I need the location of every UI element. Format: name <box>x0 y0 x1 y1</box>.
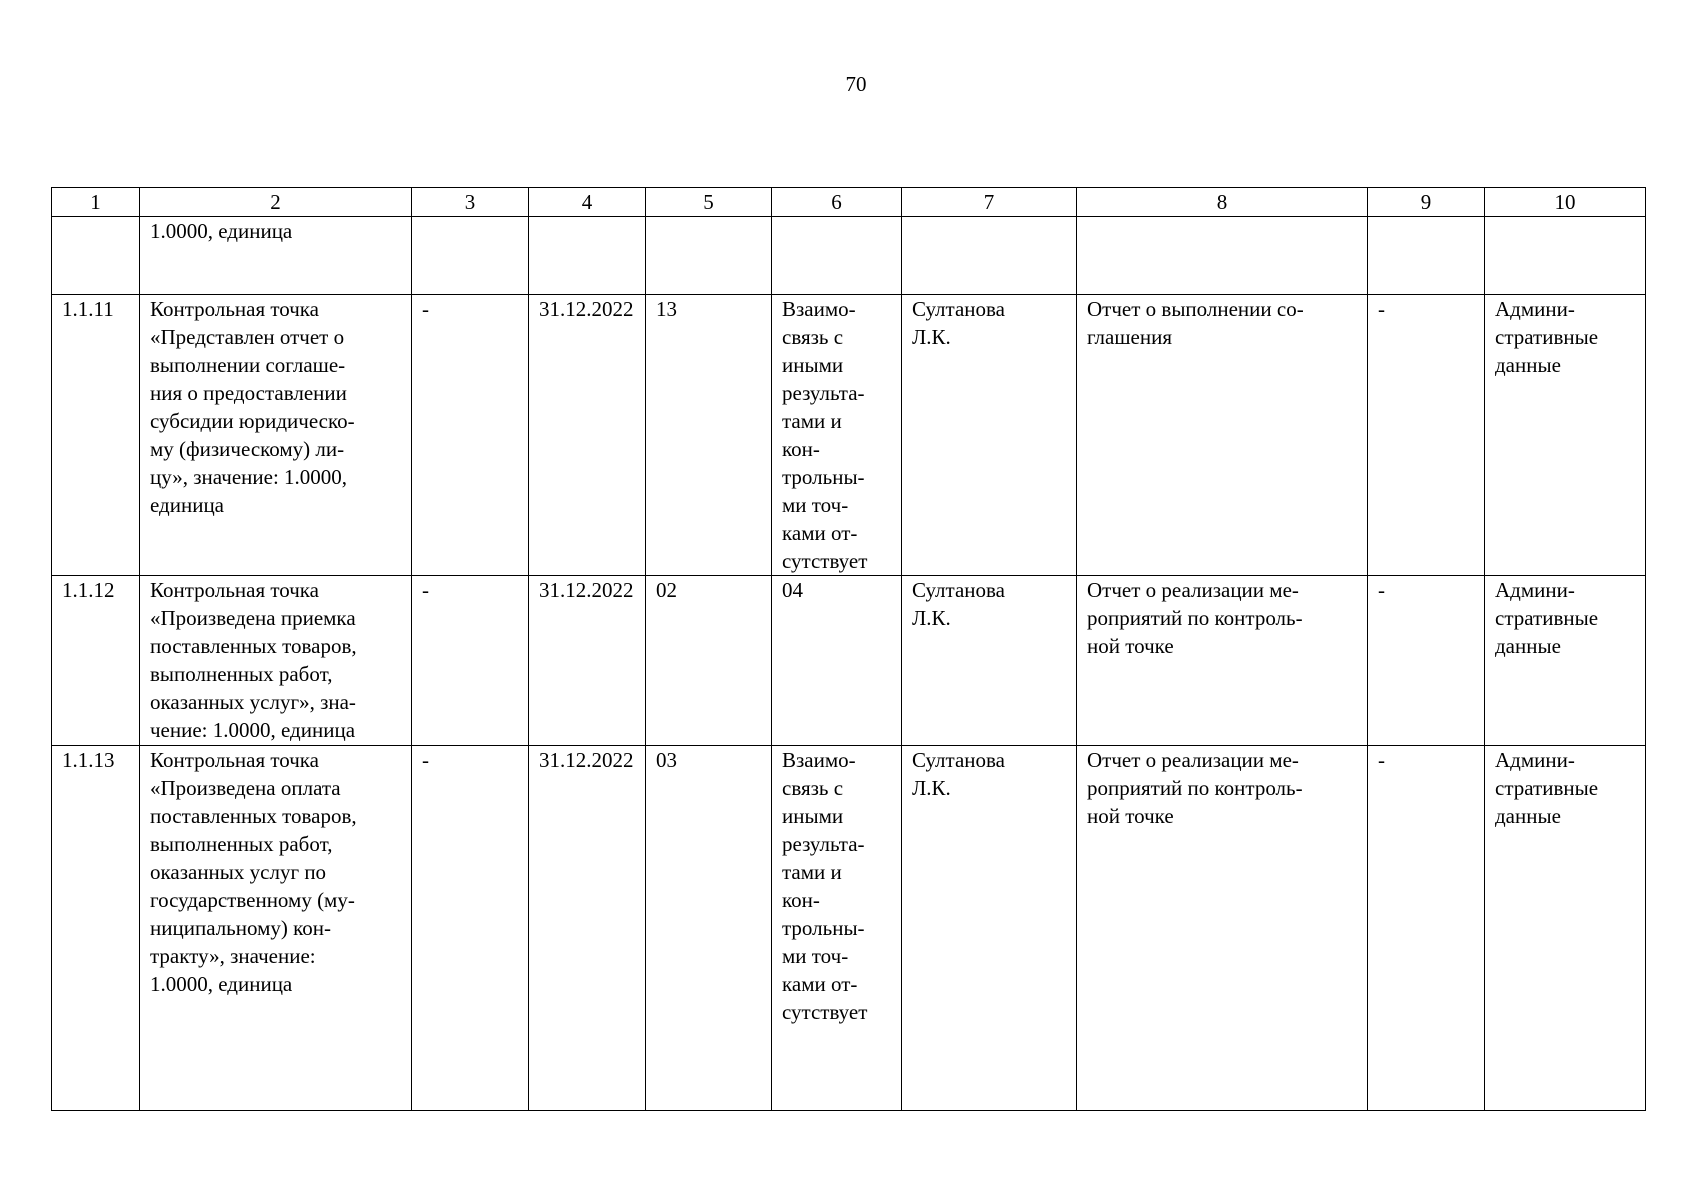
row-number-cell <box>52 217 140 295</box>
cell-text-line: данные <box>1495 353 1561 377</box>
cell-text-line: субсидии юридическо- <box>150 409 355 433</box>
cell-text-line: роприятий по контроль- <box>1087 776 1303 800</box>
cell-text-line: Отчет о реализации ме- <box>1087 748 1299 772</box>
relation-cell <box>772 217 902 295</box>
cell-text-line: Взаимо- <box>782 748 856 772</box>
column-header: 3 <box>412 188 529 217</box>
cell-text-line: Админи- <box>1495 297 1575 321</box>
source-cell <box>1485 576 1646 746</box>
description-cell <box>140 746 412 1111</box>
cell-text-line: поставленных товаров, <box>150 804 357 828</box>
source-cell <box>1485 217 1646 295</box>
cell-text-line: сутствует <box>782 549 868 573</box>
cell-text-line: «Произведена приемка <box>150 606 356 630</box>
cell-text-line: связь с <box>782 325 844 349</box>
cell-text-line: ками от- <box>782 972 858 996</box>
source-cell <box>1485 295 1646 576</box>
table-row <box>52 295 1646 576</box>
cell-text-line: Л.К. <box>912 606 951 630</box>
col3-cell: - <box>412 576 529 746</box>
table-row <box>52 576 1646 746</box>
source-cell <box>1485 746 1646 1111</box>
cell-text-line: стративные <box>1495 776 1599 800</box>
column-header: 2 <box>140 188 412 217</box>
row-number-cell: 1.1.13 <box>52 746 140 1111</box>
cell-text-line: ками от- <box>782 521 858 545</box>
cell-text-line: иными <box>782 353 844 377</box>
cell-text-line: глашения <box>1087 325 1172 349</box>
col9-cell <box>1368 217 1485 295</box>
responsible-cell <box>902 295 1077 576</box>
cell-text-line: тракту», значение: <box>150 944 316 968</box>
cell-text-line: тами и <box>782 409 842 433</box>
page-number: 70 <box>845 72 867 96</box>
column-header: 5 <box>646 188 772 217</box>
cell-text-line: 04 <box>782 578 803 602</box>
table-row <box>52 746 1646 1111</box>
cell-text-line: кон- <box>782 888 820 912</box>
column-header: 7 <box>902 188 1077 217</box>
row-number-cell: 1.1.11 <box>52 295 140 576</box>
row-number-cell: 1.1.12 <box>52 576 140 746</box>
date-cell: 31.12.2022 <box>529 576 646 746</box>
cell-text-line: Султанова <box>912 297 1005 321</box>
cell-text-line: ния о предоставлении <box>150 381 347 405</box>
col3-cell <box>412 217 529 295</box>
cell-text-line: Контрольная точка <box>150 748 320 772</box>
column-header: 1 <box>52 188 140 217</box>
cell-text-line: кон- <box>782 437 820 461</box>
cell-text-line: тами и <box>782 860 842 884</box>
cell-text-line: иными <box>782 804 844 828</box>
cell-text-line: Взаимо- <box>782 297 856 321</box>
cell-text-line: связь с <box>782 776 844 800</box>
cell-text-line: чение: 1.0000, единица <box>150 718 356 742</box>
cell-text-line: цу», значение: 1.0000, <box>150 465 348 489</box>
column-header: 4 <box>529 188 646 217</box>
col9-cell: - <box>1368 295 1485 576</box>
cell-text-line: оказанных услуг по <box>150 860 327 884</box>
responsible-cell <box>902 217 1077 295</box>
cell-text-line: Л.К. <box>912 325 951 349</box>
cell-text-line: 1.0000, единица <box>150 219 293 243</box>
code-cell <box>646 217 772 295</box>
document-cell <box>1077 217 1368 295</box>
cell-text-line: Админи- <box>1495 748 1575 772</box>
cell-text-line: ной точке <box>1087 634 1174 658</box>
code-cell: 02 <box>646 576 772 746</box>
col9-cell: - <box>1368 576 1485 746</box>
date-cell: 31.12.2022 <box>529 746 646 1111</box>
code-cell: 13 <box>646 295 772 576</box>
cell-text-line: ми точ- <box>782 493 849 517</box>
document-cell <box>1077 295 1368 576</box>
cell-text-line: выполненных работ, <box>150 832 333 856</box>
column-header: 6 <box>772 188 902 217</box>
cell-text-line: оказанных услуг», зна- <box>150 690 356 714</box>
cell-text-line: поставленных товаров, <box>150 634 357 658</box>
description-cell <box>140 576 412 746</box>
cell-text-line: ми точ- <box>782 944 849 968</box>
cell-text-line: данные <box>1495 804 1561 828</box>
cell-text-line: сутствует <box>782 1000 868 1024</box>
column-header: 10 <box>1485 188 1646 217</box>
column-header: 9 <box>1368 188 1485 217</box>
col9-cell: - <box>1368 746 1485 1111</box>
col3-cell: - <box>412 295 529 576</box>
cell-text-line: ной точке <box>1087 804 1174 828</box>
code-cell: 03 <box>646 746 772 1111</box>
column-header: 8 <box>1077 188 1368 217</box>
cell-text-line: государственному (му- <box>150 888 355 912</box>
table-row <box>52 217 1646 295</box>
cell-text-line: роприятий по контроль- <box>1087 606 1303 630</box>
document-cell <box>1077 576 1368 746</box>
document-cell <box>1077 746 1368 1111</box>
cell-text-line: Админи- <box>1495 578 1575 602</box>
cell-text-line: выполненных работ, <box>150 662 333 686</box>
relation-cell <box>772 576 902 746</box>
cell-text-line: результа- <box>782 832 865 856</box>
cell-text-line: стративные <box>1495 325 1599 349</box>
header-row <box>52 188 1646 217</box>
relation-cell <box>772 746 902 1111</box>
cell-text-line: му (физическому) ли- <box>150 437 345 461</box>
cell-text-line: Контрольная точка <box>150 297 320 321</box>
cell-text-line: данные <box>1495 634 1561 658</box>
cell-text-line: результа- <box>782 381 865 405</box>
cell-text-line: Л.К. <box>912 776 951 800</box>
date-cell <box>529 217 646 295</box>
date-cell: 31.12.2022 <box>529 295 646 576</box>
cell-text-line: Султанова <box>912 748 1005 772</box>
cell-text-line: единица <box>150 493 225 517</box>
cell-text-line: Контрольная точка <box>150 578 320 602</box>
cell-text-line: выполнении соглаше- <box>150 353 346 377</box>
cell-text-line: «Представлен отчет о <box>150 325 345 349</box>
cell-text-line: Султанова <box>912 578 1005 602</box>
description-cell <box>140 295 412 576</box>
table-body <box>52 217 1646 1111</box>
description-cell <box>140 217 412 295</box>
responsible-cell <box>902 746 1077 1111</box>
cell-text-line: стративные <box>1495 606 1599 630</box>
cell-text-line: «Произведена оплата <box>150 776 341 800</box>
control-points-table <box>51 187 1646 1111</box>
col3-cell: - <box>412 746 529 1111</box>
cell-text-line: ниципальному) кон- <box>150 916 331 940</box>
cell-text-line: трольны- <box>782 465 865 489</box>
cell-text-line: Отчет о реализации ме- <box>1087 578 1299 602</box>
relation-cell <box>772 295 902 576</box>
cell-text-line: 1.0000, единица <box>150 972 293 996</box>
cell-text-line: Отчет о выполнении со- <box>1087 297 1304 321</box>
cell-text-line: трольны- <box>782 916 865 940</box>
responsible-cell <box>902 576 1077 746</box>
